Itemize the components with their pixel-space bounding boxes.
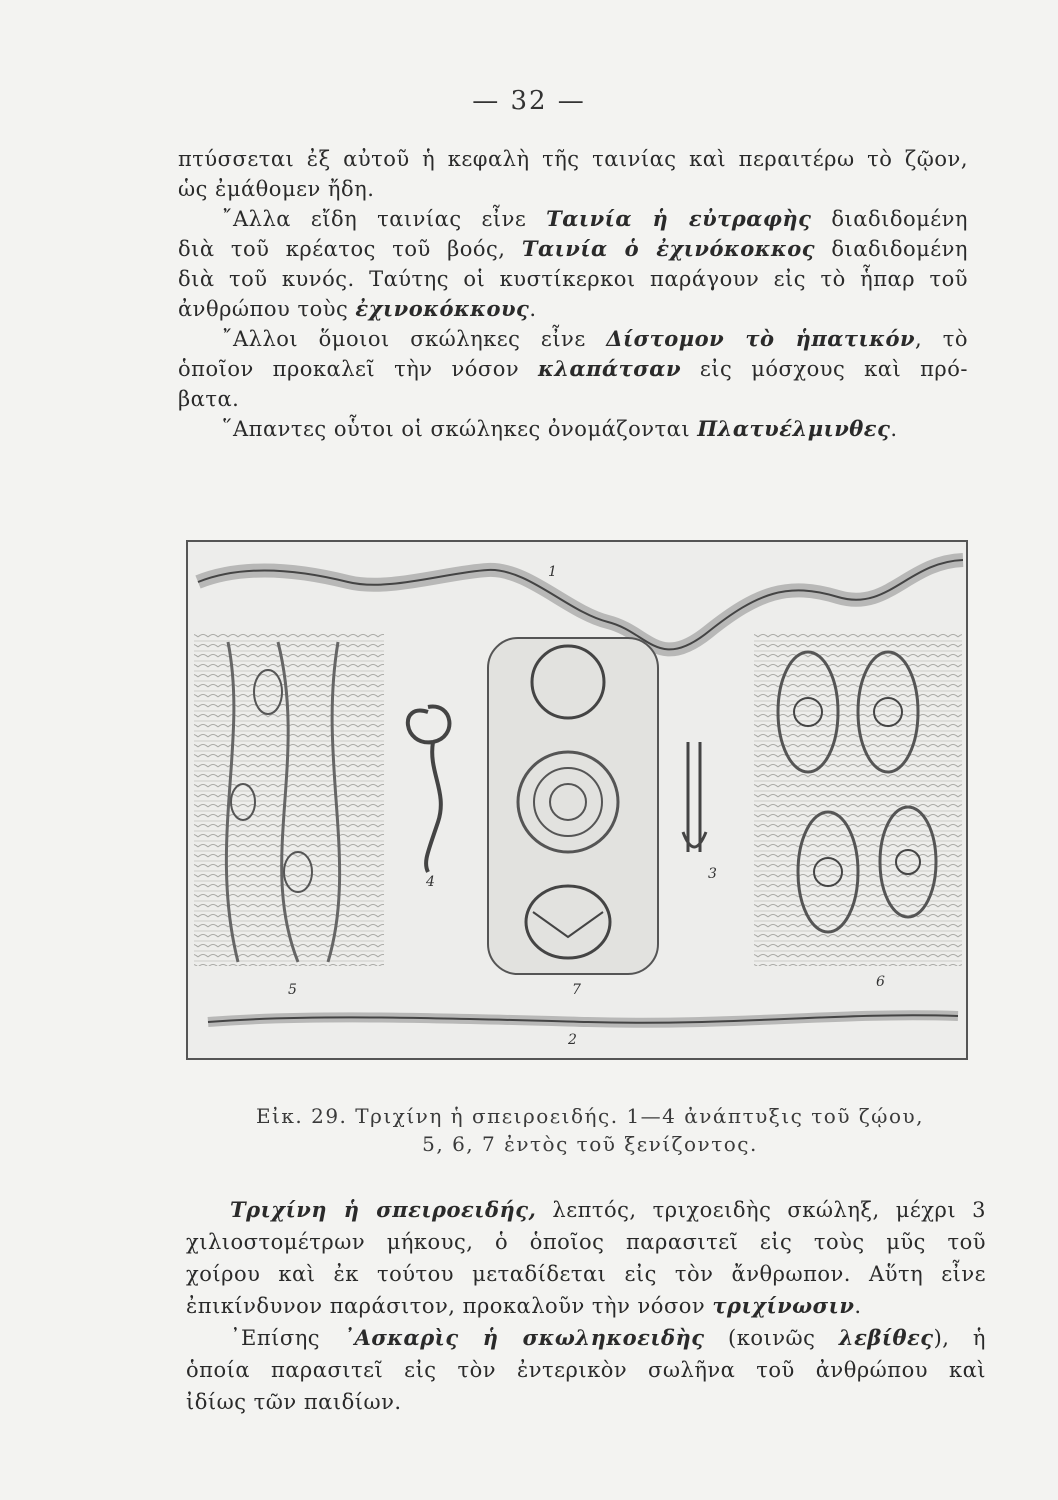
- bottom-paragraphs: [186, 1194, 986, 1418]
- text-line: χοίρου καὶ ἐκ τούτου μεταδίδεται εἰς τὸν ἄνθρωπον. Αὕτη εἶνε: [186, 1262, 986, 1286]
- trichina-illustration: [186, 540, 968, 1060]
- disease-term: τριχίνωσιν: [712, 1293, 855, 1318]
- text-line: διὰ τοῦ κυνός. Ταύτης οἱ κυστίκερκοι παράγουν εἰς τὸ ἧπαρ τοῦ: [178, 267, 968, 291]
- text-line: ὡς ἐμάθομεν ἤδη.: [178, 177, 375, 201]
- figure-label-5: 5: [288, 982, 297, 998]
- text-line: βατα.: [178, 387, 240, 411]
- text-line: ᾿Επίσης ᾿Ασκαρὶς ἡ σκωληκοειδὴς (κοινῶς λεβίθες), ἡ: [230, 1325, 986, 1350]
- figure-label-1: 1: [548, 564, 557, 580]
- figure-label-6: 6: [876, 974, 885, 990]
- species-term: Δίστομον τὸ ἡπατικόν: [606, 326, 916, 351]
- larva-4-drawing: [408, 707, 450, 872]
- text-line: διὰ τοῦ κρέατος τοῦ βοός, Ταινία ὁ ἐχινόκοκκος διαδιδομένη: [178, 236, 968, 261]
- species-term: Τριχίνη ἡ σπειροειδής,: [230, 1197, 537, 1222]
- text-line: Τριχίνη ἡ σπειροειδής, λεπτός, τριχοειδὴς σκώληξ, μέχρι 3: [230, 1197, 986, 1222]
- text-line: ὁποῖον προκαλεῖ τὴν νόσον κλαπάτσαν εἰς μόσχους καὶ πρό-: [178, 356, 968, 381]
- text-line: πτύσσεται ἐξ αὐτοῦ ἡ κεφαλὴ τῆς ταινίας καὶ περαιτέρω τὸ ζῷον,: [178, 147, 968, 171]
- text-line: ῎Αλλοι ὅμοιοι σκώληκες εἶνε Δίστομον τὸ ἡπατικόν, τὸ: [222, 326, 968, 351]
- text-line: ὁποία παρασιτεῖ εἰς τὸν ἐντερικὸν σωλῆνα τοῦ ἀνθρώπου καὶ: [186, 1358, 986, 1382]
- top-paragraphs: [178, 144, 968, 444]
- class-term: Πλατυέλμινθες: [697, 416, 891, 441]
- species-term: Ταινία ὁ ἐχινόκοκκος: [521, 236, 816, 261]
- page-number: — 32 —: [472, 86, 586, 116]
- species-term: Ταινία ἡ εὐτραφὴς: [546, 206, 812, 231]
- figure-label-4: 4: [426, 874, 435, 890]
- panel-5-drawing: [194, 634, 384, 966]
- text-line: ῎Αλλα εἴδη ταινίας εἶνε Ταινία ἡ εὐτραφὴς διαδιδομένη: [222, 206, 968, 231]
- larva-3-drawing: [683, 742, 706, 852]
- text-line: ῞Απαντες οὗτοι οἱ σκώληκες ὀνομάζονται Πλατυέλμινθες.: [222, 416, 898, 441]
- disease-term: κλαπάτσαν: [538, 356, 682, 381]
- figure-label-2: 2: [568, 1032, 577, 1048]
- figure-caption-line-1: Εἰκ. 29. Τριχίνη ἡ σπειροειδής. 1—4 ἀνάπτυξις τοῦ ζῴου,: [255, 1104, 925, 1128]
- panel-6-drawing: [754, 634, 962, 966]
- figure-caption-line-2: 5, 6, 7 ἐντὸς τοῦ ξενίζοντος.: [422, 1132, 758, 1156]
- figure-label-3: 3: [708, 866, 717, 882]
- text-line: ἀνθρώπου τοὺς ἐχινοκόκκους.: [178, 296, 537, 321]
- text-line: ἰδίως τῶν παιδίων.: [186, 1390, 402, 1414]
- species-term: ἐχινοκόκκους: [355, 296, 530, 321]
- text-line: ἐπικίνδυνον παράσιτον, προκαλοῦν τὴν νόσον τριχίνωσιν.: [186, 1293, 862, 1318]
- figure-label-7: 7: [572, 982, 581, 998]
- common-name-term: λεβίθες: [838, 1325, 934, 1350]
- panel-7-drawing: [488, 638, 658, 974]
- species-term: ᾿Ασκαρὶς ἡ σκωληκοειδὴς: [343, 1325, 705, 1350]
- text-line: χιλιοστομέτρων μήκους, ὁ ὁποῖος παρασιτεῖ εἰς τοὺς μῦς τοῦ: [186, 1230, 986, 1254]
